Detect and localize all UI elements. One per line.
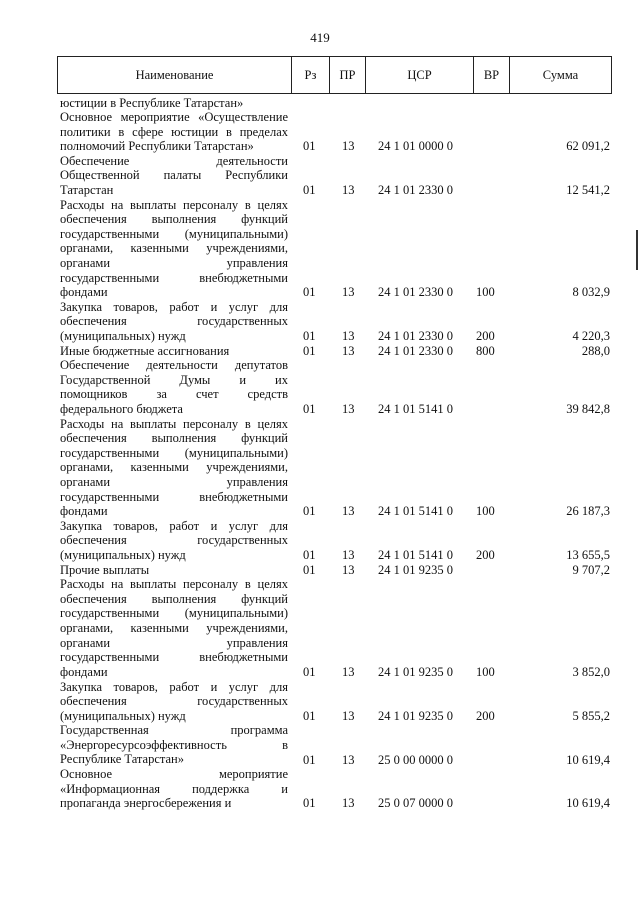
table-row <box>60 563 610 578</box>
row-rz: 01 <box>303 183 316 198</box>
table-row <box>60 154 610 198</box>
row-name-line: Основное мероприятие <box>60 767 288 782</box>
row-csr: 24 1 01 5141 0 <box>378 504 453 519</box>
row-name <box>60 198 288 300</box>
row-sum: 5 855,2 <box>572 708 610 723</box>
row-csr: 25 0 00 0000 0 <box>378 752 453 767</box>
row-name-line: Государственной Думы и их <box>60 372 288 387</box>
header-rz: Рз <box>291 57 329 93</box>
row-sum: 12 541,2 <box>566 183 610 198</box>
row-name-line: государственными (муниципальными) <box>60 445 288 460</box>
row-vr: 100 <box>476 504 495 519</box>
row-pr: 13 <box>342 562 355 577</box>
row-csr: 24 1 01 2330 0 <box>378 183 453 198</box>
row-sum: 4 220,3 <box>572 329 610 344</box>
header-sum: Сумма <box>509 57 611 93</box>
row-sum: 3 852,0 <box>572 664 610 679</box>
row-vr: 800 <box>476 343 495 358</box>
row-vr: 200 <box>476 548 495 563</box>
row-name-line: Иные бюджетные ассигнования <box>60 343 230 358</box>
row-name-line: Обеспечение деятельности <box>60 153 288 168</box>
row-csr: 24 1 01 2330 0 <box>378 343 453 358</box>
row-sum: 39 842,8 <box>566 402 610 417</box>
row-vr: 100 <box>476 285 495 300</box>
table-row <box>60 417 610 519</box>
row-name-line: «Энергоресурсоэффективность в <box>60 737 288 752</box>
row-pr: 13 <box>342 402 355 417</box>
row-name-line: Расходы на выплаты персоналу в целях <box>60 197 288 212</box>
row-csr: 24 1 01 2330 0 <box>378 329 453 344</box>
row-name-line: фондами <box>60 504 108 519</box>
header-csr: ЦСР <box>365 57 473 93</box>
row-name-line: полномочий Республики Татарстан» <box>60 139 254 154</box>
row-name-line: обеспечения государственных <box>60 533 288 548</box>
row-name-line: (муниципальных) нужд <box>60 548 186 563</box>
row-csr: 24 1 01 0000 0 <box>378 139 453 154</box>
row-name-line: обеспечения государственных <box>60 694 288 709</box>
table-row <box>60 519 610 563</box>
row-sum: 62 091,2 <box>566 139 610 154</box>
row-rz: 01 <box>303 664 316 679</box>
row-name-line: (муниципальных) нужд <box>60 708 186 723</box>
margin-mark <box>636 230 638 270</box>
row-name-line: Расходы на выплаты персоналу в целях <box>60 577 288 592</box>
row-name-line: органами, казенными учреждениями, <box>60 241 288 256</box>
row-csr: 24 1 01 9235 0 <box>378 562 453 577</box>
row-pr: 13 <box>342 504 355 519</box>
row-name <box>60 110 288 154</box>
row-rz: 01 <box>303 329 316 344</box>
header-pr: ПР <box>329 57 365 93</box>
row-name <box>60 96 288 111</box>
row-name-line: Закупка товаров, работ и услуг для <box>60 518 288 533</box>
row-name-line: Прочие выплаты <box>60 562 150 577</box>
row-pr: 13 <box>342 329 355 344</box>
row-rz: 01 <box>303 708 316 723</box>
row-vr: 100 <box>476 664 495 679</box>
table-row <box>60 358 610 416</box>
row-name-line: «Информационная поддержка и <box>60 781 288 796</box>
row-rz: 01 <box>303 402 316 417</box>
row-pr: 13 <box>342 343 355 358</box>
row-name-line: помощников за счет средств <box>60 387 288 402</box>
row-name-line: Обеспечение деятельности депутатов <box>60 358 288 373</box>
row-name <box>60 723 288 767</box>
row-sum: 9 707,2 <box>572 562 610 577</box>
row-pr: 13 <box>342 664 355 679</box>
row-sum: 10 619,4 <box>566 796 610 811</box>
row-name-line: (муниципальных) нужд <box>60 329 186 344</box>
row-rz: 01 <box>303 796 316 811</box>
row-name-line: политики в сфере юстиции в пределах <box>60 124 288 139</box>
row-csr: 24 1 01 9235 0 <box>378 708 453 723</box>
row-pr: 13 <box>342 548 355 563</box>
row-name <box>60 358 288 416</box>
row-rz: 01 <box>303 548 316 563</box>
table-row <box>60 344 610 359</box>
row-name-line: фондами <box>60 664 108 679</box>
page-number: 419 <box>310 30 330 45</box>
row-sum: 8 032,9 <box>572 285 610 300</box>
row-name-line: Общественной палаты Республики <box>60 168 288 183</box>
row-csr: 24 1 01 5141 0 <box>378 402 453 417</box>
row-csr: 24 1 01 2330 0 <box>378 285 453 300</box>
row-name <box>60 344 288 359</box>
row-name-line: Расходы на выплаты персоналу в целях <box>60 416 288 431</box>
row-name-line: Татарстан <box>60 183 114 198</box>
row-csr: 24 1 01 5141 0 <box>378 548 453 563</box>
row-name <box>60 767 288 811</box>
table-row <box>60 198 610 300</box>
row-pr: 13 <box>342 708 355 723</box>
table-row <box>60 96 610 111</box>
row-sum: 288,0 <box>581 343 610 358</box>
row-name-line: фондами <box>60 285 108 300</box>
row-rz: 01 <box>303 504 316 519</box>
row-rz: 01 <box>303 285 316 300</box>
row-name-line: органами управления <box>60 475 288 490</box>
row-rz: 01 <box>303 752 316 767</box>
row-name <box>60 154 288 198</box>
row-name <box>60 680 288 724</box>
row-name-line: органами управления <box>60 635 288 650</box>
row-rz: 01 <box>303 343 316 358</box>
row-name-line: обеспечения государственных <box>60 314 288 329</box>
row-name-line: государственными (муниципальными) <box>60 226 288 241</box>
row-name-line: федерального бюджета <box>60 402 183 417</box>
row-sum: 13 655,5 <box>566 548 610 563</box>
row-name-line: органами управления <box>60 256 288 271</box>
row-name-line: государственными внебюджетными <box>60 489 288 504</box>
row-name-line: обеспечения выполнения функций <box>60 431 288 446</box>
row-pr: 13 <box>342 285 355 300</box>
table-row <box>60 680 610 724</box>
row-name <box>60 519 288 563</box>
row-pr: 13 <box>342 139 355 154</box>
row-name-line: Закупка товаров, работ и услуг для <box>60 679 288 694</box>
row-vr: 200 <box>476 708 495 723</box>
row-csr: 25 0 07 0000 0 <box>378 796 453 811</box>
table-row <box>60 767 610 811</box>
row-name-line: органами, казенными учреждениями, <box>60 460 288 475</box>
table-row <box>60 300 610 344</box>
row-name-line: Республике Татарстан» <box>60 752 184 767</box>
table-row <box>60 723 610 767</box>
row-name <box>60 577 288 679</box>
row-name-line: обеспечения выполнения функций <box>60 212 288 227</box>
row-pr: 13 <box>342 752 355 767</box>
row-name-line: Закупка товаров, работ и услуг для <box>60 299 288 314</box>
row-sum: 10 619,4 <box>566 752 610 767</box>
row-pr: 13 <box>342 796 355 811</box>
row-name-line: Основное мероприятие «Осуществление <box>60 110 288 125</box>
row-name <box>60 563 288 578</box>
row-pr: 13 <box>342 183 355 198</box>
row-rz: 01 <box>303 562 316 577</box>
row-name-line: пропаганда энергосбережения и <box>60 796 232 811</box>
row-name-line: государственными внебюджетными <box>60 650 288 665</box>
row-name-line: Государственная программа <box>60 723 288 738</box>
header-vr: ВР <box>473 57 509 93</box>
row-name-line: государственными (муниципальными) <box>60 606 288 621</box>
row-name <box>60 417 288 519</box>
row-name-line: государственными внебюджетными <box>60 270 288 285</box>
row-sum: 26 187,3 <box>566 504 610 519</box>
table-row <box>60 110 610 154</box>
row-vr: 200 <box>476 329 495 344</box>
header-name: Наименование <box>135 67 214 82</box>
table-header <box>57 56 612 94</box>
row-name-line: юстиции в Республике Татарстан» <box>60 95 244 110</box>
row-name <box>60 300 288 344</box>
row-name-line: обеспечения выполнения функций <box>60 591 288 606</box>
row-rz: 01 <box>303 139 316 154</box>
row-csr: 24 1 01 9235 0 <box>378 664 453 679</box>
row-name-line: органами, казенными учреждениями, <box>60 621 288 636</box>
table-row <box>60 577 610 679</box>
